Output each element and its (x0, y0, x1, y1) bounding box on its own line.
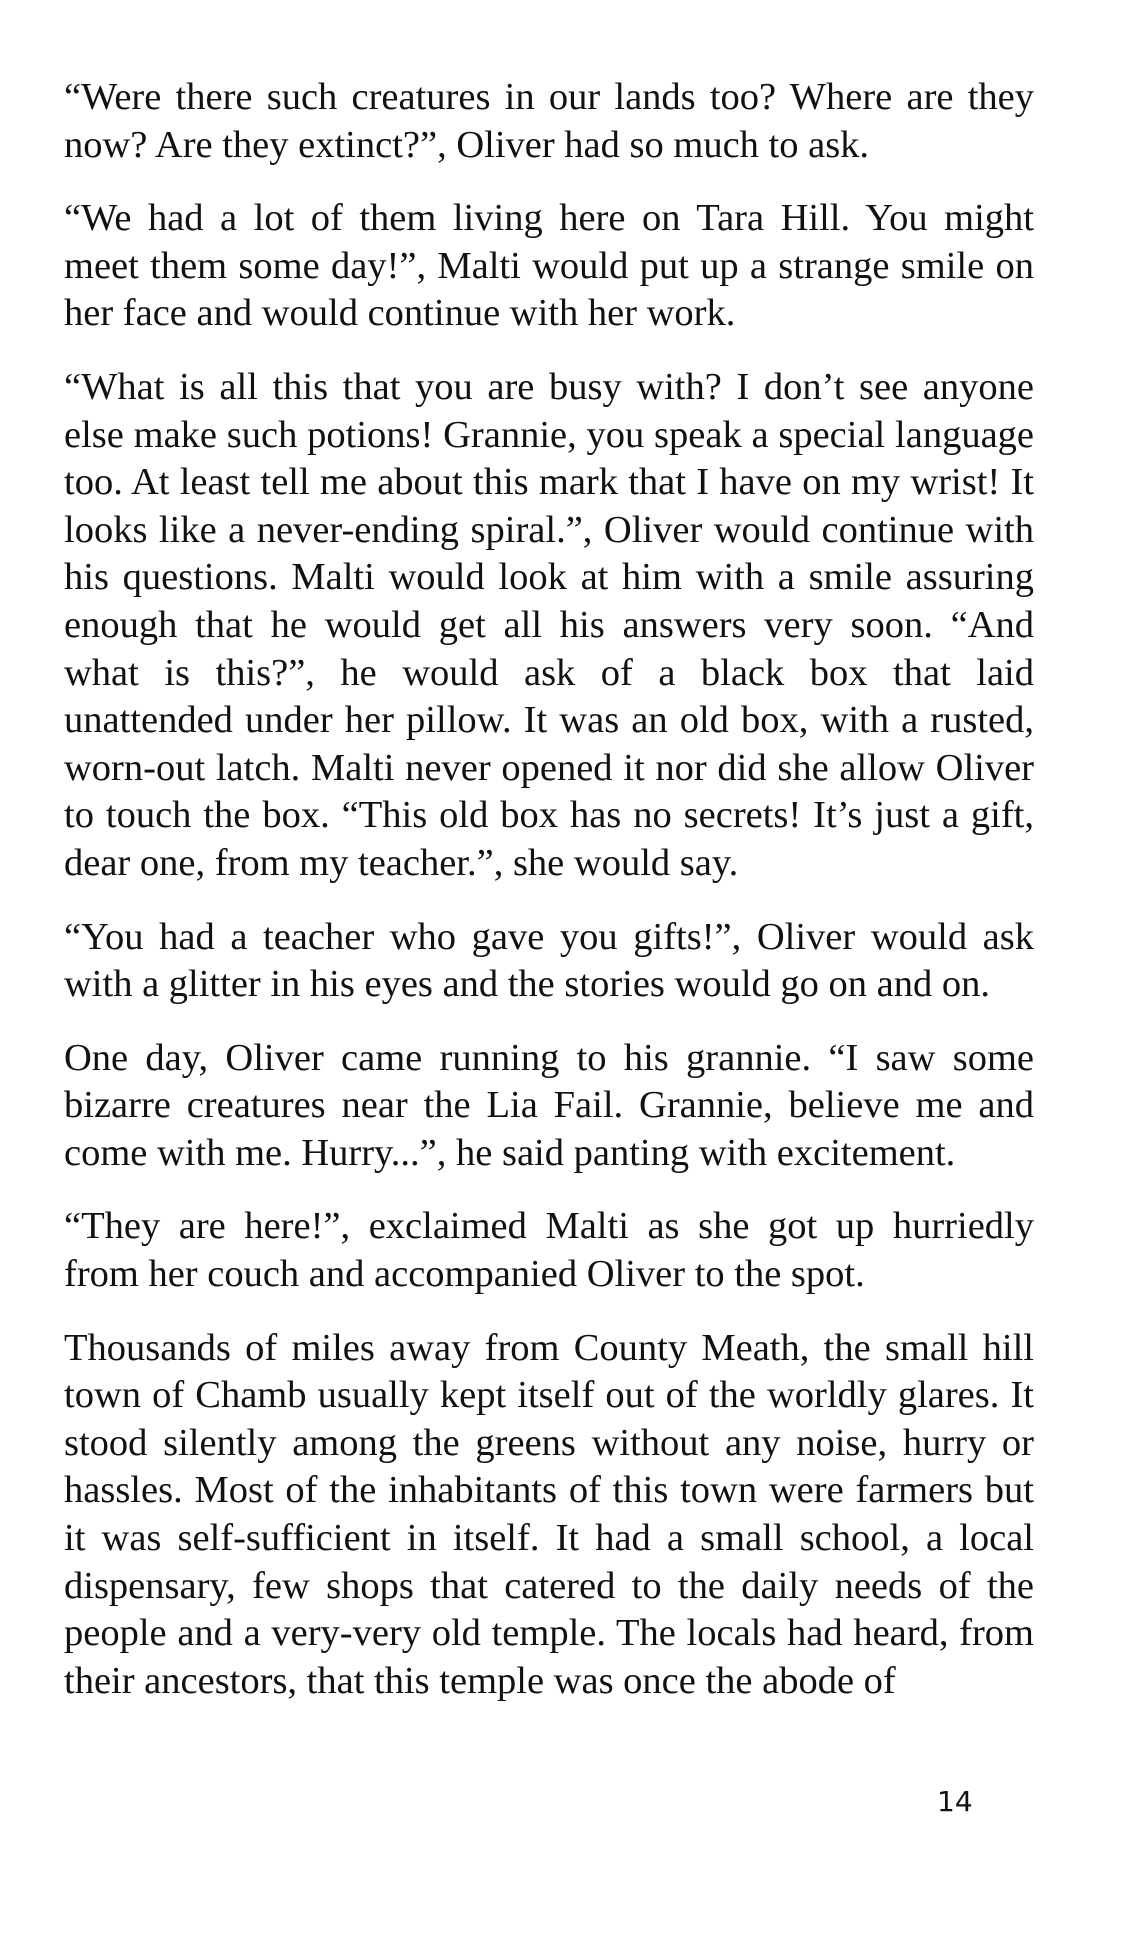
page-number: 14 (937, 1785, 973, 1818)
paragraph-5: One day, Oliver came running to his grannie. “I saw some bizarre creatures near the Lia Fail. Grannie, believe me and come with me. Hurry...”, he said panting with excitement. (64, 1036, 1034, 1174)
paragraph-2: “We had a lot of them living here on Tara Hill. You might meet them some day!”, Malti would put up a strange smile on her face and would continue with her work. (64, 197, 1034, 335)
body-text (64, 74, 1034, 1731)
paragraph-7: Thousands of miles away from County Meath, the small hill town of Chamb usually kept itself out of the worldly glares. It stood silently among the greens without any noise, hurry or hassles. Most of the inhabitants of this town were farmers but it was self-sufficient in itself. It had a small school, a local dispensary, few shops that catered to the daily needs of the people and a very-very old temple. The locals had heard, from their ancestors, that this temple was once the abode of (64, 1326, 1034, 1702)
paragraph-6: “They are here!”, exclaimed Malti as she got up hurriedly from her couch and accompanied Oliver to the spot. (64, 1205, 1034, 1296)
paragraph-3: “What is all this that you are busy with? I don’t see anyone else make such potions! Grannie, you speak a special language too. At least tell me about this mark that I have on my wrist! It looks like a never-ending spiral.”, Oliver would continue with his questions. Malti would look at him with a smile assuring enough that he would get all his answers very soon. “And what is this?”, he would ask of a black box that laid unattended under her pillow. It was an old box, with a rusted, worn-out latch. Malti never opened it nor did she allow Oliver to touch the box. “This old box has no secrets! It’s just a gift, dear one, from my teacher.”, she would say. (64, 365, 1034, 884)
paragraph-4: “You had a teacher who gave you gifts!”, Oliver would ask with a glitter in his eyes and the stories would go on and on. (64, 915, 1034, 1006)
paragraph-1: “Were there such creatures in our lands too? Where are they now? Are they extinct?”, Oliver had so much to ask. (64, 76, 1034, 166)
